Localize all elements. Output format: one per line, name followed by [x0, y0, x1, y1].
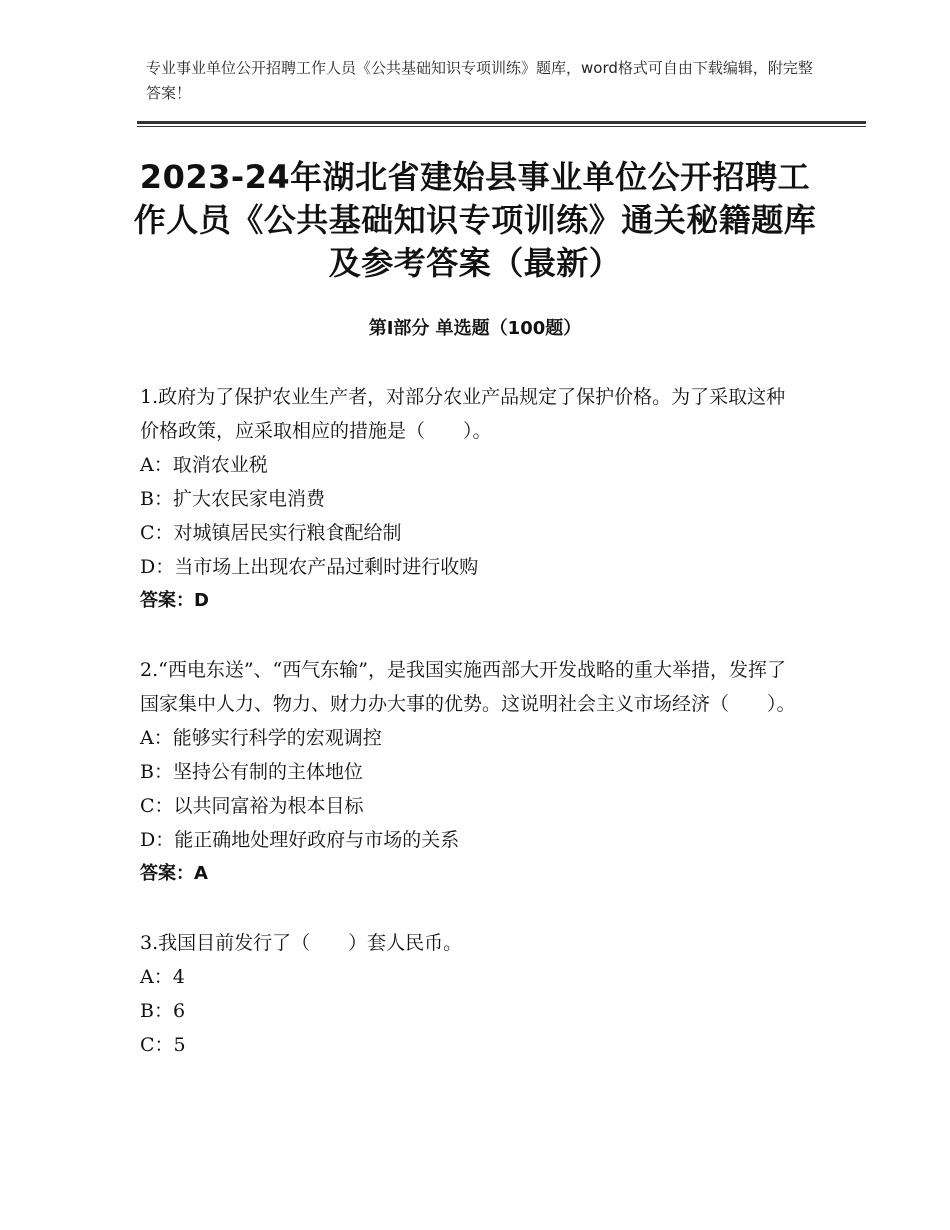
option-c: C：对城镇居民实行粮食配给制	[140, 522, 402, 544]
section-title: 第Ⅰ部分 单选题（100题）	[368, 318, 582, 339]
option-c: C：5	[140, 1034, 186, 1056]
question-2	[140, 653, 800, 891]
option-b: B：扩大农民家电消费	[140, 488, 325, 510]
question-list	[140, 380, 800, 1097]
answer: 答案：A	[140, 863, 208, 884]
option-a: A：能够实行科学的宏观调控	[140, 727, 382, 749]
header-note: 专业事业单位公开招聘工作人员《公共基础知识专项训练》题库，word格式可自由下载编辑，附完整答案！	[146, 59, 813, 102]
option-a: A：4	[140, 966, 185, 988]
option-a: A：取消农业税	[140, 454, 268, 476]
question-stem: 3.我国目前发行了（ ）套人民币。	[140, 932, 463, 954]
answer: 答案：D	[140, 590, 209, 611]
question-1	[140, 380, 800, 618]
option-c: C：以共同富裕为根本目标	[140, 795, 364, 817]
header-divider-thick	[137, 121, 866, 124]
question-stem: 1.政府为了保护农业生产者，对部分农业产品规定了保护价格。为了采取这种价格政策，应采取相应的措施是（ ）。	[140, 386, 786, 442]
option-d: D：当市场上出现农产品过剩时进行收购	[140, 556, 479, 578]
question-3	[140, 926, 800, 1062]
question-stem: 2.“西电东送”、“西气东输”，是我国实施西部大开发战略的重大举措，发挥了国家集中人力、物力、财力办大事的优势。这说明社会主义市场经济（ ）。	[140, 659, 796, 715]
document-title: 2023-24年湖北省建始县事业单位公开招聘工作人员《公共基础知识专项训练》通关秘籍题库及参考答案（最新）	[133, 158, 817, 282]
header-divider-thin	[137, 126, 866, 127]
option-b: B：坚持公有制的主体地位	[140, 761, 363, 783]
option-d: D：能正确地处理好政府与市场的关系	[140, 829, 460, 851]
option-b: B：6	[140, 1000, 186, 1022]
